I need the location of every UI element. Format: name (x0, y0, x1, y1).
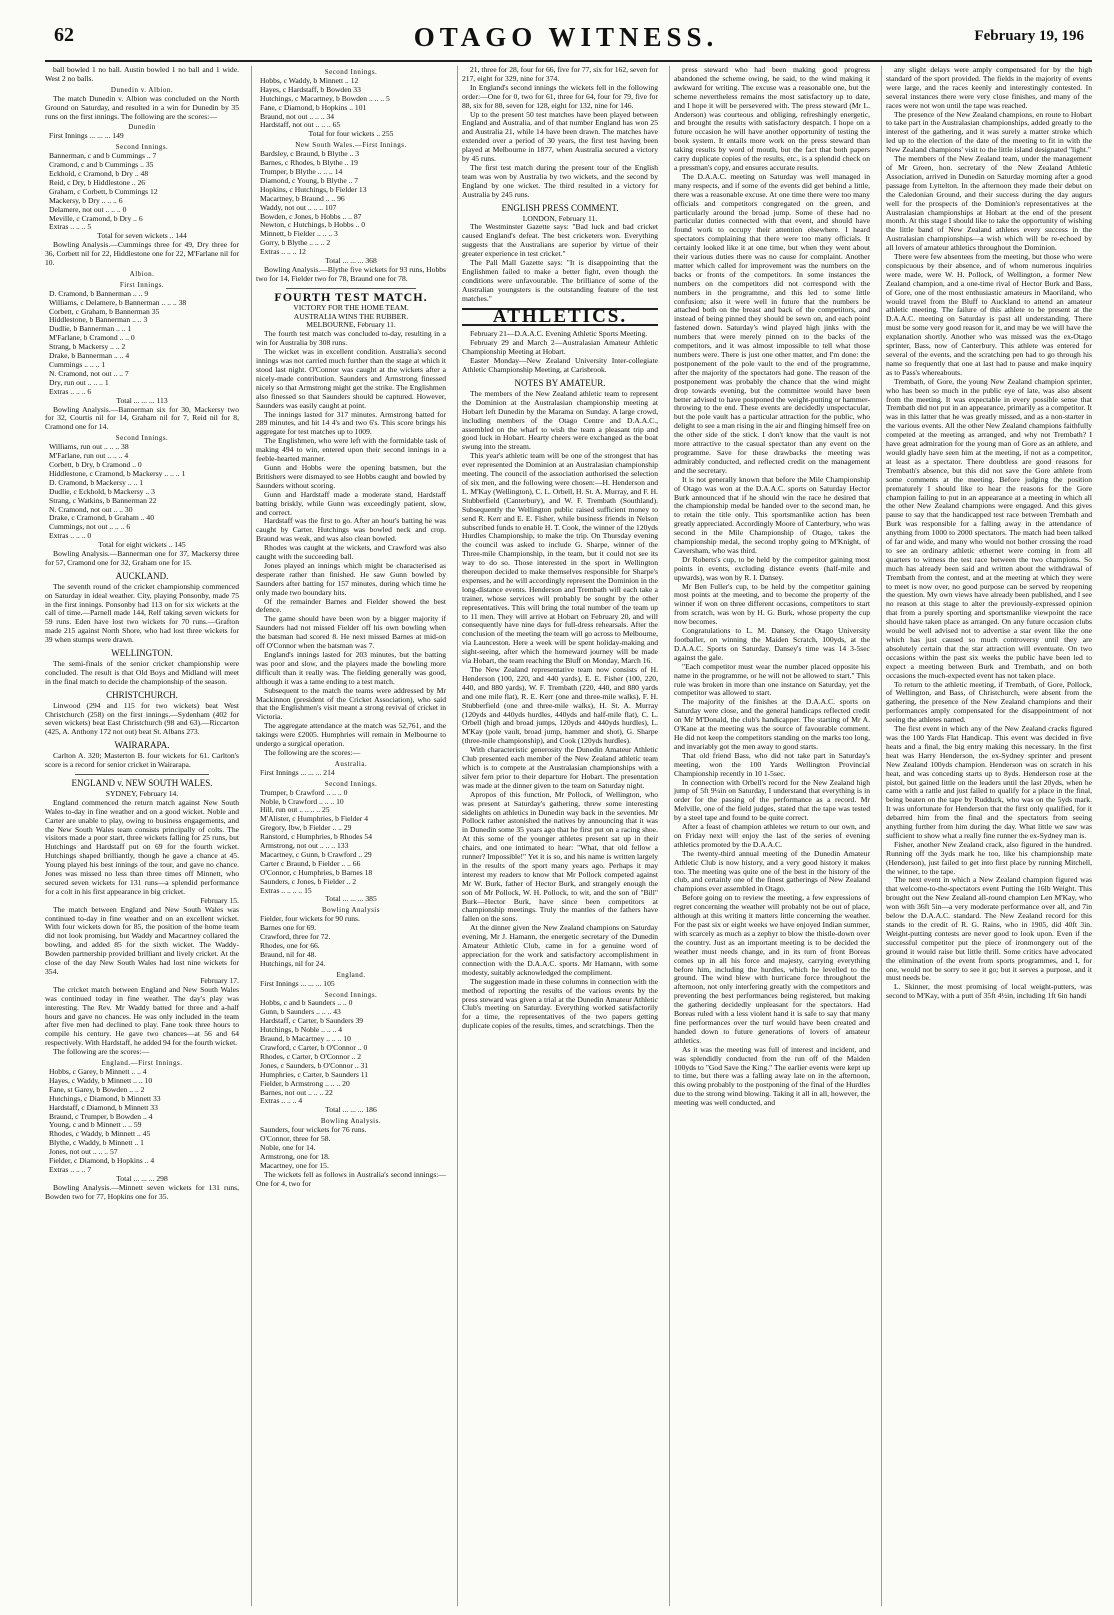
team-label: Albion. (129, 269, 155, 278)
paragraph: At the dinner given the New Zealand champions on Saturday evening, Mr J. Hamann, the energetic secretary of the Dunedin Amateur Athletic Club, came in for a genuine word of appreciation for the work and satisfactory accomplishment in connection with the D.A.A.C. sports. Mr Hamann, with some modesty, suitably acknowledged the compliment. (462, 923, 658, 977)
paragraph: Gunn and Hobbs were the opening batsmen, but the Britishers were dismayed to see Hobbs caught and bowled by Saunders without scoring. (256, 462, 446, 490)
score-line: Graham, c Corbett, b Cummings 12 (49, 187, 158, 196)
score-line: Bardsley, c Braund, b Blythe .. 3 (260, 150, 360, 159)
score-line: Gorry, b Blythe .. .. .. 2 (260, 239, 331, 248)
score-line: Minnett, b Fielder .. .. .. 3 (260, 230, 338, 239)
bowling-analysis: Bowling Analysis.—Bannerman six for 30, Mackersy two for 32, Courtis nil for 14, Graham nil for 7, Reid nil for 8, Cramond one for 14. (45, 404, 239, 432)
section-heading: NOTES BY AMATEUR. (514, 378, 606, 388)
article-body (462, 390, 658, 1031)
paragraph: Rhodes was caught at the wickets, and Crawford was also caught with the succeeding ball. (256, 543, 446, 562)
innings-label: Second Innings. (324, 990, 378, 999)
score-line: Armstrong, one for 18. (260, 1152, 330, 1161)
paragraph: Hardstaff was the first to go. After an hour's batting he was caught by Carter. Hutchings was bowled neck and crop. Braund was weak, and was also clean bowled. (256, 516, 446, 544)
score-line: Braund, c Trumper, b Bowden .. 4 (49, 1112, 153, 1121)
bowling-analysis: Bowling Analysis.—Blythe five wickets for 93 runs, Hobbs two for 14, Fielder two for 78, Braund one for 78. (256, 264, 446, 283)
score-line: Fane, st Garey, b Bowden .. .. 2 (49, 1085, 145, 1094)
score-line: Macartney, c Gunn, b Crawford .. 29 (260, 850, 372, 859)
lead-paragraph: 21, three for 28, four for 66, five for 77, six for 162, seven for 217, eight for 329, nine for 374. (462, 66, 658, 83)
paragraph: This year's athletic team will be one of the strongest that has ever represented the Dominion at an Australasian championship meeting. The council of the association authorised the selection of six men, and the following were chosen:—H. Henderson and L. M'Kay (Wellington), C. L. Orbell, H. St. A. Murray, and F. H. Stubberfield (Canterbury), and W. F. Trembath (Southland). Subsequently the Wellington public raised sufficient money to send R. Kerr and E. E. Fisher, while business friends in Nelson subscribed funds to enable H. T. Cook, the winner of the 120yds Hurdles Championship, to make the trip. On Thursday evening the council was asked to include G. Sharpe, winner of the Three-mile Championship, in the team, but it could not see its way to do so. Those interested in the sport in Wellington thereupon decided to make themselves responsible for Sharpe's expenses, and he will accordingly represent the Dominion in the long-distance events. Henderson and Trembath will each take a trainer, whose services will probably be sought by the other representatives. This will bring the total number of the team up to 11 men. They will arrive at Hobart on February 20, and will consequently have nine days for full-dress rehearsals. After the conclusion of the meeting the team will go across to Melbourne, via Launceston. Here a week will be spent holiday-making and sight-seeing, after which the homeward journey will be made via Hobart, the team reaching the Bluff on Monday, March 16. (462, 451, 658, 666)
paragraph: Up to the present 50 test matches have been played between England and Australia, and of that number England has won 25 and Australia 21, while 14 have been drawn. The matches have extended over a period of 30 years, the first test having been played at Melbourne in 1877, when Australia secured a victory by 45 runs. (462, 109, 658, 164)
dateline: February 15. (200, 896, 239, 905)
score-line: Gregory, lbw, b Fielder .. .. 29 (260, 824, 352, 833)
score-line: Saunders, four wickets for 76 runs. (260, 1126, 367, 1135)
column-4 (669, 66, 870, 1606)
score-line: Crawford, c Carter, b O'Connor .. 0 (260, 1043, 368, 1052)
total-line: Total for eight wickets .. 145 (98, 540, 186, 550)
paragraph: The following are the scores:— (53, 1047, 150, 1057)
newspaper-title: OTAGO WITNESS. (413, 22, 719, 52)
paragraph: Easter Monday—New Zealand University Inter-collegiate Athletic Championship Meeting, at Carisbrook. (462, 356, 658, 375)
scorecard (256, 77, 446, 130)
score-line: Dudlie, c Eckhold, b Mackersy .. 3 (49, 487, 155, 496)
paragraph: The presence of the New Zealand champions, en route to Hobart to take part in the Australasian championships, added greatly to the interest of the gathering, and it was surely a matter stroke which led up to the election of the date of the meeting to fit in with the New Zealand champions' visit to the little island designated "light." (886, 109, 1092, 155)
paragraph: February 21—D.A.A.C. Evening Athletic Sports Meeting. (470, 329, 648, 339)
score-line: Macartney, one for 15. (260, 1161, 329, 1170)
column-1 (45, 66, 239, 1606)
scorecard (45, 443, 239, 541)
score-line: O'Connor, c Humphries, b Barnes 18 (260, 868, 373, 877)
score-line: Hiddlestone, b Bannerman .. .. 3 (49, 316, 148, 325)
scorecard (256, 999, 446, 1106)
bowling-list (256, 1126, 446, 1171)
score-line: Extras .. .. .. 12 (260, 248, 306, 257)
page-number: 62 (54, 24, 74, 46)
paragraph: Apropos of this function, Mr Pollock, of Wellington, who was present at Saturday's gathering, threw some interesting sidelights on athletics in Dunedin way back in the seventies. Mr Pollock rather astonished the natives by announcing that it was in Dunedin some 35 years ago that he first put on a racing shoe. At this some of the younger athletes present sat up in their chairs, and one intimated to hear: "What, that old fellow a runner? Impossible!" Yet it is so, and his name is written largely in the results of the sport many years ago. Perhaps it may interest my readers to know that Mr Pollock competed against Mr W. Burk, father of Hector Burk, and strangely enough the son of Mr Pollock, W. H. Pollock, to wit, and the son of "Bill" Burk—Hector Burk, have since been competitors at championship meetings. Truly the mantles of the fathers have fallen on the sons. (462, 789, 658, 924)
total-line: Total ... ... ... 298 (116, 1173, 168, 1183)
masthead (40, 22, 1092, 56)
paragraph: Congratulations to L. M. Dansey, the Otago University footballer, on winning the Maiden Scratch, 100yds, at the D.A.A.C. Sports on Saturday. Dansey's time was 14 3-5sec against the gale. (674, 626, 870, 662)
section-heading: ENGLISH PRESS COMMENT. (501, 202, 619, 213)
score-line: Reid, c Dry, b Hiddlestone .. 26 (49, 178, 146, 187)
paragraph: Before going on to review the meeting, a few expressions of regret concerning the weather will probably not be out of place, although at this writing it matters little concerning the weather. For the past six or eight weeks we have enjoyed Indian summer, with scarcely as much as a zephyr to blow the thistle-down over the country. Just as an important meeting is to be decided the weather must needs change, and in its turn of front Boreas comes up in all his force and majesty, carrying everything before him, including the hurdles, which he levelled to the ground. The wind blew with hurricane force throughout the afternoon, not only interfering greatly with the competitors and preventing the best performances being registered, but making the gathering decidedly unpleasant for the spectators. Had Boreas ruled with a less violent hand it is safe to say that many fine performances over the turf would have been created and handed down to future generations of lovers of amateur athletics. (674, 893, 870, 1045)
score-line: N. Cramond, not out .. .. 7 (49, 369, 129, 378)
paragraph: press steward who had been making good progress abandoned the scheme owing, he said, to the wind making it awkward for writing. The excuse was a reasonable one, but the scheme nevertheless remains the most satisfactory up to date, and I hope it will be persevered with. The press steward (Mr L. Anderson) was courteous and obliging, refreshingly energetic, and brought the results with satisfactory despatch. I hope on a future occasion he will have another opportunity of testing the book system. It entails more work on the press steward than taking results by word of mouth, but the fact that both papers carry duplicate copies of the results, etc., is a splendid check on a pressman's copy, and ensures accurate results. (674, 66, 870, 172)
bowling-list (256, 915, 446, 968)
column-3 (457, 66, 658, 1606)
score-line: Hutchings, c Diamond, b Minnett 33 (49, 1094, 161, 1103)
score-line: Waddy, not out .. .. .. 107 (260, 203, 337, 212)
article-body (674, 66, 870, 1108)
score-line: Ranstord, c Humphries, b Rhodes 54 (260, 833, 372, 842)
score-line: Hutchings, c Macartney, b Bowden .. .. .. 5 (260, 94, 390, 103)
score-line: Noble, b Crawford .. .. .. 10 (260, 797, 344, 806)
score-line: Dry, run out .. .. .. 1 (49, 378, 109, 387)
score-line: O'Connor, three for 58. (260, 1135, 331, 1144)
score-line: Saunders, c Jones, b Fielder .. 2 (260, 877, 357, 886)
score-line: First Innings ... ... ... 149 (49, 132, 124, 141)
paragraph: Linwood (294 and 115 for two wickets) beat West Christchurch (258) on the first innings.—Sydenham (402 for seven wickets) beat East Christchurch (98 and 63).—Riccarton (425, A. Anthony 172 not out) beat St. Albans 273. (45, 700, 239, 737)
score-line: Diamond, c Young, b Blythe .. 7 (260, 176, 359, 185)
fixture-list (462, 330, 658, 375)
score-line: Extras .. .. .. 7 (49, 1165, 92, 1174)
score-line: Dudlie, b Bannerman .. .. 1 (49, 325, 132, 334)
column-2 (251, 66, 446, 1606)
score-line: Jones, c Saunders, b O'Connor .. 31 (260, 1061, 369, 1070)
score-line: Rhodes, one for 66. (260, 942, 320, 950)
lead-paragraph: ball bowled 1 no ball. Austin bowled 1 no ball and 1 wide. West 2 no balls. (45, 66, 239, 83)
score-line: Bannerman, c and b Cummings .. 7 (49, 152, 157, 161)
score-line: Trumper, b Blythe .. .. .. 14 (260, 167, 343, 176)
paragraph: With characteristic generosity the Dunedin Amateur Athletic Club presented each member of the New Zealand athletic team which is to compete at the Australasian championships with a silver fern prior to their departure for Hobart. The presentation was made at the dinner given to the team on Saturday night. (462, 745, 658, 790)
paragraph: The D.A.A.C. meeting on Saturday was well managed in many respects, and if some of the events did get behind a little, there was a reasonable excuse. At one time there were too many officials and competitors congregated on the green, and particularly around the broad jump. Some of these had no particular duties connected with that event, and should have found work to occupy their attention elsewhere. I heard spectators complaining that there were too many officials. It certainly looked like it at one time, but when they went about their various duties there was no cause for complaint. Another matter which called for improvement was the numbers on the backs or fronts of the competitors. In some instances the numbers on the competitors did not correspond with the numbers in the programme, and this led to some little confusion; also it were well in future that the numbers be attached both on the breast and back of the competitors, and instead of being pinned they should be sewn on, and each point fastened down. Saturday's wind played high jinks with the numbers that were merely pinned on to the backs of the competitors, and it was almost impossible to tell what those numbers were. There is just one other matter, and I'm done: the postponement of the pole vault to the end of the programme, after the majority of the spectators had gone. The reason of the postponement was probably the chance that the wind might drop towards evening, but the committee would have been better advised to have postponed the weight-putting or hammer-throwing to the end. These events are decidedly unspectacular, but the pole vault has a particular attraction for the public, who delight to see a man rising in the air and flinging himself free on the other side of the stick. I don't know that the vault is not more attractive to the casual spectator than any event on the programme. Save for these drawbacks the meeting was admirably conducted, and reflected credit on the management and the secretary. (674, 171, 870, 475)
paragraph: The Pall Mall Gazette says: "It is disappointing that the Englishmen failed to make a better fight, even though the conditions were unfavourable. The brilliance of some of the Australian youngsters is the outstanding feature of the test matches." (462, 258, 658, 303)
innings-label: England.—First Innings. (101, 1059, 183, 1068)
paragraph: The Westminster Gazette says: "Bad luck and bad cricket caused England's defeat. The best cricketers won. Everything suggests that the Australians are superior by virtue of their greater experience in test cricket." (462, 222, 658, 259)
team-label: Australia. (334, 759, 368, 768)
paragraph: The aggregate attendance at the match was 52,761, and the takings were £2005. Humphries will remain in Melbourne to undergo a surgical operation. (256, 721, 446, 749)
score-line: Hardstaff, not out .. .. .. 65 (260, 121, 341, 130)
article-body (256, 330, 446, 758)
bowling-analysis: Bowling Analysis.—Cummings three for 49, Dry three for 36, Corbett nil for 22, Hiddlestone one for 22, M'Farlane nil for 10. (45, 240, 239, 268)
score-line: Hardstaff, c Diamond, b Minnett 33 (49, 1103, 158, 1112)
score-line: Newton, c Hutchings, b Hobbs .. 0 (260, 221, 366, 230)
score-line: Eckhold, c Cramond, b Dry .. 48 (49, 169, 149, 178)
divider (75, 774, 209, 775)
score-line: Corbett, c Graham, b Bannerman 35 (49, 307, 160, 316)
score-line: Armstrong, not out .. .. .. 133 (260, 842, 349, 851)
scorecard (45, 1068, 239, 1175)
paragraph: The members of the New Zealand athletic team to represent the Dominion at the Australasian championship meeting at Hobart left Dunedin by the Marama on Sunday. A large crowd, including members of the Otago Centre and D.A.A.C., assembled on the wharf to wish the team a pleasant trip and good luck in Hobart. Hearty cheers were exchanged as the boat swung into the stream. (462, 388, 658, 452)
score-line: Barnes, not out .. .. .. 22 (260, 1088, 333, 1097)
paragraph: In England's second innings the wickets fell in the following order:—One for 0, two for 61, three for 64, four for 79, five for 88, six for 88, seven for 128, eight for 132, nine for 146. (462, 82, 658, 110)
paragraph: The seventh round of the cricket championship commenced on Saturday in ideal weather. City, playing Ponsonby, made 75 in the first innings. Ponsonby had 113 on for six wickets at the call of time.—Parnell made 144, Relf taking seven wickets for 59 runs. Eden have lost two wickets for 70 runs.—Grafton made 215 against North Shore, who had lost three wickets for 39 when stumps were drawn. (45, 581, 239, 645)
total-line: Total for seven wickets .. 144 (97, 231, 187, 241)
paragraph: The majority of the finishes at the D.A.A.C. sports on Saturday were close, and the general handicaps reflected credit on Mr M'Donald, the club's handicapper. The starting of Mr A. O'Kane at the meeting was the source of favourable comment. He did not keep the competitors standing on the marks too long, and invariably got the men away to good starts. (674, 697, 870, 751)
masthead-rule (45, 60, 1092, 62)
paragraph: The New Zealand representative team now consists of H. Henderson (100, 220, and 440 yards), E. E. Fisher (100, 220, 440, and 880 yards), W. F. Trembath (220, 440, and 880 yards and one mile flat), R. E. Kerr (one and three-mile walks), F. H. Stubberfield (one and three-mile walks), H. St. A. Murray (120yds and 440yds hurdles, 440yds and half-mile flat), C. L. Orbell (high and broad jumps, 120yds and 440yds hurdles), L. M'Kay (pole vault, broad jump, hammer and shot), G. Sharpe (three-mile championship), and Cook (120yds hurdles). (462, 665, 658, 746)
score-line: Strang, b Mackersy .. .. 2 (49, 343, 126, 352)
score-line: Hobbs, c and b Saunders .. .. 0 (260, 999, 353, 1008)
dateline: LONDON, February 11. (522, 213, 598, 223)
score-line: Humphries, c Carter, b Saunders 11 (260, 1070, 369, 1079)
score-line: Hobbs, c Garey, b Minnett .. .. 4 (49, 1067, 147, 1076)
score-line: Williams, run out .. .. .. 38 (49, 443, 129, 452)
scorecard (256, 789, 446, 896)
total-line: Total ... ... ... 368 (325, 256, 377, 266)
score-line: Cummings, not out .. .. .. 6 (49, 523, 131, 532)
issue-date: February 19, 196 (974, 28, 1084, 44)
paragraph: The game should have been won by a bigger majority if Saunders had not missed Fielder off his own bowling when the batsman had scored 8. He next missed Barnes at mid-on off O'Connor when the batsman was 7. (256, 614, 446, 651)
paragraph: The first event in which any of the New Zealand cracks figured was the 100 Yards Flat Handicap. This event was decided in five heats and a final, the big entry making this necessary. In the first heat was Harry Henderson, the ex-Sydney sprinter and present New Zealand 100yds champion. Henderson was on scratch in his heat, and was conceding starts up to 8yds. Henderson rose at the pistol, but gained little on the leaders until the last 20yds, when he came with a rattle and just failed to qualify for a place in the final, being beaten on the tape by Rudduck, who was on the 5yds mark. It was unfortunate for Henderson that the first only qualified, for it debarred him from the final and the spectators from seeing anything further from him during the day. What little we saw was sufficient to show what a really fine runner the ex-Sydney man is. (886, 724, 1092, 840)
paragraph: England's innings lasted for 203 minutes, but the batting was poor and slow, and the players made the bowling more difficult than it really was. The fielding generally was good, although it was a tame ending to a test match. (256, 650, 446, 686)
subheadline: VICTORY FOR THE HOME TEAM. (293, 302, 409, 312)
score-line: Rhodes, c Carter, b O'Connor .. 2 (260, 1052, 362, 1061)
paragraph: The match between England and New South Wales was continued to-day in fine weather and on an excellent wicket. With four wickets down for 85, the position of the home team did not look promising, but Waddy and Macartney collared the bowling, and added 85 for the sixth wicket. The Waddy-Bowden partnership provided brilliant and lively cricket. At the close of the day New South Wales had lost nine wickets for 354. (45, 904, 239, 976)
columns (45, 66, 1095, 1606)
innings-label: Second Innings. (115, 434, 169, 443)
score-line: Gunn, b Saunders .. .. .. 43 (260, 1008, 341, 1017)
paragraph: Fisher, another New Zealand crack, also figured in the hundred. Running off the 3yds mark he too, like his championship mate (Henderson), just failed to get into first place by running Mitchell, the winner, to the tape. (886, 839, 1092, 876)
score-line: Braund, not out .. .. .. 34 (260, 112, 335, 121)
total-line: Total ... ... ... 186 (325, 1105, 377, 1115)
section-heading: AUCKLAND. (115, 570, 169, 581)
paragraph: Mr Ben Fuller's cup, to be held by the competitor gaining most points at the meeting, and to become the property of the winner if won on three different occasions, competitors to start from scratch, was won by H. G. Burk, whose property the cup now becomes. (674, 581, 870, 627)
innings-label: Second Innings. (324, 779, 378, 788)
score-line: Macartney, b Braund .. .. 96 (260, 194, 345, 203)
paragraph: February 29 and March 2—Australasian Amateur Athletic Championship Meeting at Hobart. (462, 338, 658, 357)
section-heading: WAIRARAPA. (114, 740, 170, 751)
score-line: Fielder, four wickets for 90 runs. (260, 915, 360, 924)
team-label: England. (336, 970, 366, 979)
total-line: Total ... ... ... 113 (116, 395, 168, 405)
score-line: Barnes one for 69. (260, 924, 317, 933)
innings-label: First Innings. (119, 280, 165, 289)
score-line: M'Farlane, b Cramond .. .. 0 (49, 334, 135, 343)
paragraph: As it was the meeting was full of interest and incident, and was splendidly conducted from the run off of the Maiden 100yds to "God Save the King." The earlier events were kept up to time, but there was a falling away late on in the afternoon, this owing probably to the postponing of the final of the Hurdles due to the strong wind blowing. Taking it all in all, however, the meeting was well conducted, and (674, 1044, 870, 1108)
paragraph: The following are the scores:— (264, 747, 361, 757)
paragraph: The suggestion made in these columns in connection with the method of reporting the results of the various events by the press steward was given a trial at the Dunedin Amateur Athletic Club's meeting on Saturday. Everything worked satisfactorily for a time, the representatives of the two papers getting duplicate copies of the results, times, and scratchings. Then the (462, 976, 658, 1031)
headline: FOURTH TEST MATCH. (274, 289, 428, 304)
paragraph: The Englishmen, who were left with the formidable task of making 494 to win, entered upon their second innings in a feeble-hearted manner. (256, 436, 446, 464)
paragraph: Trembath, of Gore, the young New Zealand champion sprinter, who has been so much in the public eye of late, was also absent from the meeting. It was expectable in every possible sense that Trembath did not put in an appearance, primarily as a competitor. It was in this latter that he was greatly missed, and as a non-starter in the various events. All the other New Zealand champions faithfully competed at the meeting as arranged, and why not Trembath? I have great admiration for the young man of Gore as an athlete, and would gladly have seen him at the meeting, if not as a competitor, at least as a spectator. There doubtless are good reasons for Trembath's absence, but this did not save the Gore athlete from some comments at the meeting. Before judging the position prematurely I should like to hear the reasons for the Gore champion failing to put in an appearance at a meeting in which all the other New Zealand champions were engaged. And this gives pause to say that the handicapped test race between Trembath and Burk was responsible for a falling away in the attendance of anything from 1000 to 2000 spectators. The match had been talked of far and wide, and many who would not bother crossing the road to see an ordinary athletic ethernet were coming in from all quarters to witness the test race between the two champions. So much has already been said and written about the withdrawal of Trembath from the contest, and at the meeting at which they were to meet is now over, no good purpose can be served by reopening the question. My own views have already been published, and I see no reason at this stage to alter the previously-expressed opinion that from a purely sporting and sportsmanlike viewpoint the race should have taken place as arranged. On any future occasion clubs would be well advised not to advertise a star event like the one which has just caused so much controversy until they are absolutely certain that the star attraction will eventuate. On two occasions within the past six weeks the public have been led to expect a meeting between Burk and Trembath, and on both occasions the much-expected event has not taken place. (886, 376, 1092, 680)
team-label: Dunedin (128, 123, 156, 132)
score-line: Hill, run out .. .. .. .. 25 (260, 806, 330, 815)
innings-label: Bowling Analysis (322, 906, 380, 915)
score-line: Mackersy, b Dry .. .. .. 6 (49, 196, 123, 205)
paragraph: The first test match during the present tour of the English team was won by Australia by two wickets, and the second by England by one wicket. The third resulted in a victory for Australia by 245 runs. (462, 162, 658, 199)
column-5 (881, 66, 1092, 1606)
score-line: Cummings .. .. .. 1 (49, 361, 106, 369)
score-line: Extras .. .. .. .. 15 (260, 886, 312, 895)
paragraph: Jones played an innings which might be characterised as desperate rather than finished. He saw Gunn bowled by Saunders after batting for 157 minutes, during which time he only made two boundary hits. (256, 560, 446, 597)
paragraph: The innings lasted for 317 minutes. Armstrong batted for 289 minutes, and hit 14 4's and two 6's. This score brings his aggregate for test matches up to 1009. (256, 409, 446, 437)
score-line: Bowden, c Jones, b Hobbs .. .. 87 (260, 212, 362, 221)
score-line: Trumper, b Crawford .. .. .. 0 (260, 788, 348, 797)
score-line: Blythe, c Waddy, b Minnett .. 1 (49, 1139, 144, 1148)
subheadline: AUSTRALIA WINS THE RUBBER. (293, 311, 409, 321)
score-line: Fane, c Diamond, b Hopkins .. 101 (260, 103, 367, 112)
paragraph: L. Skinner, the most promising of local weight-putters, was second to M'Kay, with a putt of 35ft 4½in, including 1ft 6in handi (886, 982, 1092, 1001)
paragraph: Dr Roberts's cup, to be held by the competitor gaining most points in events, excluding distance events (half-mile and upwards), was won by R. I. Dansey. (674, 554, 870, 582)
score-line: Drake, b Bannerman .. .. 4 (49, 352, 130, 361)
score-line: N. Cramond, not out .. .. 30 (49, 505, 133, 514)
total-line: Total for four wickets .. 255 (308, 129, 394, 139)
score-line: Extras .. .. .. 4 (260, 1097, 303, 1106)
paragraph: After a feast of champion athletes we return to our own, and on Friday next will enjoy the last of the series of evening athletics promoted by the D.A.A.C. (674, 822, 870, 849)
score-line: Hiddlestone, c Cramond, b Mackersy .. .. .. 1 (49, 469, 186, 478)
innings-label: New South Wales.—First Innings. (295, 141, 407, 150)
score-line: Cramond, c and b Cummings .. 35 (49, 161, 154, 170)
dateline: MELBOURNE, February 11. (306, 320, 396, 330)
section-heading: CHRISTCHURCH. (106, 689, 178, 700)
paragraph: The semi-finals of the senior cricket championship were concluded. The result is that Old Boys and Midland will meet in the final match to decide the championship of the season. (45, 659, 239, 686)
score-line: M'Alister, c Humphries, b Fielder 4 (260, 815, 368, 824)
athletics-headline: ATHLETICS. (462, 308, 658, 327)
score-line: Corbett, b Dry, b Cramond .. 0 (49, 460, 142, 469)
bowling-analysis: Bowling Analysis.—Bannerman one for 37, Mackersy three for 57, Cramond one for 32, Graham one for 15. (45, 549, 239, 567)
total-line: Total ... ... ... 385 (325, 894, 377, 904)
score-line: Extras .. .. .. 0 (49, 532, 92, 541)
paragraph: The wickets fell as follows in Australia's second innings:—One for 4, two for (256, 1169, 446, 1188)
score-line: Hopkins, c Hutchings, b Fielder 13 (260, 185, 367, 194)
score-line: Williams, c Delamere, b Bannerman .. .. .. 38 (49, 298, 187, 307)
paragraph: Carlton A. 320; Masterton B. four wickets for 61. Carlton's score is a record for senior cricket in Wairarapa. (45, 751, 239, 770)
score-line: Rhodes, c Waddy, b Minnett .. 45 (49, 1130, 151, 1139)
paragraph: any slight delays were amply compensated for by the high standard of the sport provided. The fields in the majority of events were large, and the races keenly and interestingly contested. In several instances there were very close finishes, and many of the races were not won until the tape was reached. (886, 66, 1092, 110)
paragraph: The match Dunedin v. Albion was concluded on the North Ground on Saturday, and resulted in a win for Dunedin by 35 runs on the first innings. The following are the scores:— (45, 93, 239, 121)
score-line: Hayes, c Hardstaff, b Bowden 33 (260, 85, 361, 94)
score-line: Hutchings, b Noble .. .. .. 4 (260, 1026, 343, 1035)
score-line: First Innings ... ... ... 214 (260, 768, 335, 777)
innings-label: Second Innings. (324, 68, 378, 76)
divider (286, 288, 416, 289)
paragraph: Subsequent to the match the teams were addressed by Mr Mackinnon (president of the Cricket Association), who said that the Englishmen's visit meant a strong revival of cricket in Victoria. (256, 685, 446, 722)
score-line: Fielder, c Diamond, b Hopkins .. 4 (49, 1157, 155, 1166)
score-line: D. Cramond, b Mackersy .. .. 1 (49, 478, 144, 487)
paragraph: The twenty-third annual meeting of the Dunedin Amateur Athletic Club is now history, and a very good history it makes too. The meeting was quite one of the best in the history of the club, and certainly one of the finest gatherings of New Zealand champions ever assembled in Otago. (674, 848, 870, 894)
score-line: Fielder, b Armstrong .. .. .. 20 (260, 1079, 350, 1088)
paragraph: Of the remainder Barnes and Fielder showed the best defence. (256, 596, 446, 615)
score-line: Crawford, three for 72. (260, 933, 331, 942)
paragraph: That old friend Bass, who did not take part in Saturday's meeting, won the 100 Yards Wellington Provincial Championship recently in 10 1-5sec. (674, 750, 870, 778)
scorecard (256, 150, 446, 257)
score-line: Carter c Braund, b Fielder .. .. 66 (260, 859, 361, 868)
paragraph: There were few absentees from the meeting, but those who were conspicuous by their absence, and of whom numerous inquiries were made, were W. H. Pollock, of Wellington, a former New Zealand champion, and a one-time rival of Hector Burk and Bass, of Gore, one of the most enthusiastic amateurs in Maoriland, who would travel from the Bluff to Auckland to attend an amateur athletic meeting. The failure of this athlete to be present at the D.A.A.C. meeting on Saturday is past all understanding. There must be some very good reason for it, and may be we will have the explanation shortly. Another who was missed was the ex-Otago sprinter, Bass, now of Canterbury. This athlete was entered for several of the events, and the scratching pen had to go through his name so frequently that one at last had to pause and make inquiry as to Pass's whereabouts. (886, 252, 1092, 377)
score-line: Delamere, not out .. .. .. 0 (49, 205, 127, 214)
section-heading: WELLINGTON. (111, 648, 173, 659)
paragraph: England commenced the return match against New South Wales to-day in fine weather and on a good wicket. Noble and Carter are unable to play, owing to business engagements, and the New South Wales team consists principally of colts. The visitors made a poor start, three wickets falling for 25 runs, but Hutchings and Hardstaff put on 69 for the fourth wicket. Hutchings shaped brilliantly, though he gave a chance at 45. Young played his best innings of the tour, and gave no chance. Jones was missed no less than three times off Minnett, who secured seven wickets for 131 runs—a splendid performance for a colt in his first appearance in big cricket. (45, 797, 239, 896)
score-line: First Innings ... ... ... 105 (260, 979, 335, 988)
bowling-analysis: Bowling Analysis.—Minnett seven wickets for 131 runs, Bowden two for 77, Hopkins one for 35. (45, 1182, 239, 1201)
score-line: Drake, c Cramond, b Graham .. 40 (49, 514, 155, 523)
score-line: Extras .. .. .. 6 (49, 387, 92, 396)
score-line: Strang, c Watkins, b Bannerman 22 (49, 496, 157, 505)
score-line: Extras .. .. .. 5 (49, 223, 92, 232)
paragraph: The next event in which a New Zealand champion figured was that welcome-to-the-spectators event Putting the 16lb Weight. This brought out the New Zealand all-round champion Len M'Kay, who won with 36ft 5in—a very moderate performance over all, and 7in below the D.A.A.C. standard. The New Zealand record for this stands to the credit of R. G. Rains, who in 1905, did 40ft 3in. Weight-putting contests are never good to look upon. Even if the successful competitor put the piece of ironmongery out of the ground it would raise but little thrill. Some critics have advocated the elimination of the event from sports programmes, and I, for one, would not be sorry to see it go; but it serves a purpose, and it must needs be. (886, 875, 1092, 983)
score-line: D. Cramond, b Bannerman .. .. 9 (49, 289, 149, 298)
score-line: Braund, nil for 48. (260, 950, 317, 959)
section-heading: Dunedin v. Albion. (110, 85, 174, 94)
score-line: Jones, not out .. .. .. 57 (49, 1148, 118, 1157)
score-line: Young, c and b Minnett .. .. 59 (49, 1121, 142, 1130)
score-line: Hobbs, c Waddy, b Minnett .. 12 (260, 76, 359, 85)
article-body (462, 84, 658, 200)
paragraph: The wicket was in excellent condition. Australia's second innings was not carried much further than the stage at which it stood last night. O'Connor was caught at the wickets after a nicely-made contribution. Saunders and Armstrong finessed nicely so that Armstrong might get the strike. The Englishmen also finessed so that Saunders should be captured. However, Saunders was easily caught at point. (256, 347, 446, 410)
paragraph: "Each competitor must wear the number placed opposite his name in the programme, or he will not be allowed to start." This rule was broken in more than one instance on Saturday, yet the competitor was allowed to start. (674, 661, 870, 698)
innings-label: Second Innings. (115, 143, 169, 152)
score-line: Hayes, c Waddy, b Minnett .. .. 10 (49, 1076, 153, 1085)
paragraph: In connection with Orbell's record for the New Zealand high jump of 5ft 9¼in on Saturday, I understand that everything is in order for the passing of the performance as a record. Mr Melville, one of the field judges, stated that the tape was tested by a steel tape and found to be quite correct. (674, 777, 870, 823)
paragraph: The fourth test match was concluded to-day, resulting in a win for Australia by 308 runs. (256, 329, 446, 348)
score-line: M'Farlane, run out .. .. .. 4 (49, 452, 129, 461)
dateline: February 17. (200, 976, 239, 985)
scorecard (45, 290, 239, 397)
paragraph: Gunn and Hardstaff made a moderate stand, Hardstaff batting briskly, while Gunn was exceedingly patient, slow, and correct. (256, 489, 446, 517)
score-line: Hutchings, nil for 24. (260, 959, 326, 968)
paragraph: The cricket match between England and New South Wales was continued today in fine weather. The day's play was interesting. The Rev. Mr Waddy batted for three and a-half hours and gave no chances. He was only included in the team after five men had declined to play. Fane took three hours to compile his century. He gave two chances—at 56 and 64 respectively. With Hardstaff, he added 94 for the fourth wicket. (45, 984, 239, 1048)
scorecard (45, 152, 239, 232)
innings-label: Bowling Analysis. (320, 1117, 382, 1126)
score-line: Meville, c Cramond, b Dry .. 6 (49, 214, 143, 223)
article-body (886, 66, 1092, 1001)
dateline: SYDNEY, February 14. (105, 788, 179, 798)
paragraph: It is not generally known that before the Mile Championship of Otago was won at the D.A.A.C. sports on Saturday Hector Burk announced that if he should win the race he desired that the championship medal be handed over to the second man, he to retain the title only. This sportsmanlike action has been greatly appreciated. Accordingly Moore of Canterbury, who was second in the Mile Championship of Otago, takes the championship medal, the second trophy going to M'Knight, of Caversham, who was third. (674, 474, 870, 555)
paragraph: The members of the New Zealand team, under the management of Mr Green, hon. secretary of the New Zealand Athletic Association, arrived in Dunedin on Saturday morning after a good passage from Lyttelton. In the afternoon they made their debut on the Caledonian Ground, and their success during the day augurs well for the prospects of the Dominion's representatives at the Australasian championships at Hobart at the end of the present month. At this stage I should like to take the opportunity of wishing the little band of New Zealand athletes every success in the Australasian championships—a wish which will be re-echoed by all lovers of amateur athletics throughout the Dominion. (886, 154, 1092, 253)
score-line: Hardstaff, c Carter, b Saunders 39 (260, 1017, 364, 1026)
score-line: Noble, one for 14. (260, 1143, 316, 1152)
score-line: Braund, b Macartney .. .. .. 10 (260, 1035, 351, 1044)
section-heading: ENGLAND v. NEW SOUTH WALES. (71, 777, 213, 788)
article-body (462, 223, 658, 303)
score-line: Barnes, c Rhodes, b Blythe .. 19 (260, 159, 358, 168)
paragraph: To return to the athletic meeting, if Trembath, of Gore, Pollock, of Wellington, and Bass, of Christchurch, were absent from the gathering, the presence of the New Zealand champions and their performances amply compensated for the disappointment of not seeing the athletes named. (886, 679, 1092, 725)
